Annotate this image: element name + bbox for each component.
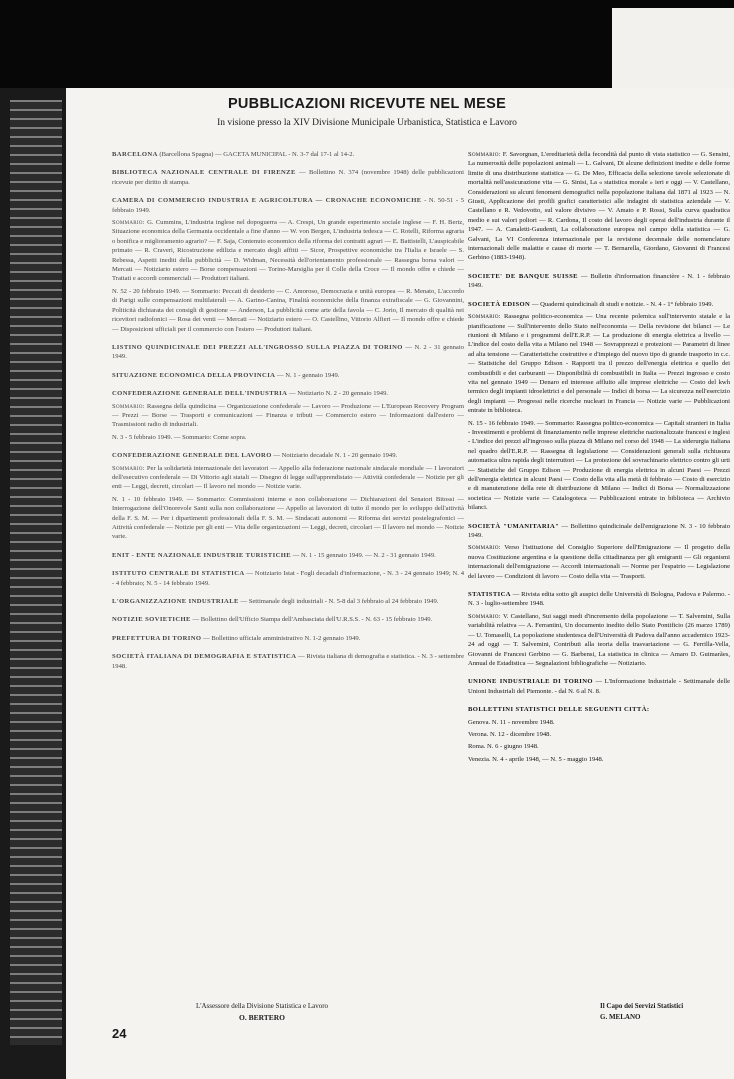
footer-right-title: Il Capo dei Servizi Statistici <box>600 1002 684 1010</box>
summary-text: Verso l'istituzione del Consiglio Superiore dell'Emigrazione — Il progetto della nuova Costituzione argentina e la questione della cittadinanza per gli emigranti — Gli organismi internazionali dell'emigrazione — Accordi internazionali — Norme per l'espatrio — Legislazione del lavoro — Condizioni di lavoro — Costo della vita — Trasporti. <box>468 544 730 580</box>
city-bulletin-line: Venezia. N. 4 - aprile 1948, — N. 5 - maggio 1948. <box>468 755 604 763</box>
scan-paper-corner <box>612 8 734 92</box>
publication-heading <box>112 371 464 380</box>
publication-heading <box>112 597 464 606</box>
publication-summary <box>112 402 464 430</box>
summary-text: F. Savorgnan, L'ereditarietà della fecondità dal punto di vista statistico — G. Sensini, La numerosità delle popolazioni animali — L. Galvani, Di alcune definizioni inedite e delle forme limite di una distribuzione statistica — G. De Meo, Efficacia della selezione tavole selezionate di mortalità nell'assicurazione vita — G. Sinisi, La « statistica morale » ieri e oggi — V. Castellano, Considerazioni su alcuni fenomeni demografici nella popolazione italiana dal 1871 al 1923 — N. Giusti, Applicazione dei profili grafici caratteristici alle indagini di statistica aziendale — V. Castellano e R. Vedovotto, sul valore divisivo — V. Amato e P. Rossi, Sulla curva quadratica medio e sui valori poliori — R. Cardona, Il costo del lavoro degli operai dell'industria durante il 1947. — A. Canaletti-Gaudenti, La collaborazione europea nel campo della statistica — G. Galvani, La VI Conferenza internazionale per la revisione decennale delle nomenclature internazionali delle malattie e cause di morte — T. Bernarella, Giordano, Giovanni di Francesi Gerbino (1883-1948). <box>468 151 730 262</box>
publication-heading <box>112 569 464 588</box>
publication-name: ISTITUTO CENTRALE DI STATISTICA <box>112 570 245 578</box>
page-title: PUBBLICAZIONI RICEVUTE NEL MESE <box>227 96 507 112</box>
publication-name: SOCIETÀ EDISON <box>468 300 531 308</box>
city-bulletin-line: Roma. N. 6 - giugno 1948. <box>468 743 539 751</box>
publication-heading <box>468 705 730 714</box>
city-bulletin-line: Verona. N. 12 - dicembre 1948. <box>468 730 552 738</box>
publication-name: ENIT - ENTE NAZIONALE INDUSTRIE TURISTICHE <box>112 551 292 559</box>
publication-entry <box>112 615 464 624</box>
summary-text: V. Castellano, Sui saggi medi d'incremento della popolazione — T. Salvemini, Sulla variabilità relativa — A. Ferrantini, Un documento inedito dello Stato Pontificio (26 marzo 1789) — U. Tomaselli, La popolazione studentesca dell'Università di Padova dall'anno accademico 1923-24 ad oggi — T. Salvemini, Contributi alla teoria della trasvariazione — G. Ferrilla-Vella, Giovanni de Francesi Gerbino — G. Barbensi, La statistica in clinica — Amaro D. Guimarães, Annual de Estadistica — Segnalazioni bibliografiche — Notiziario. <box>468 612 731 667</box>
publication-details: — L'Informazione Industriale - Settimanale delle Unioni Industriali del Piemonte. - dal N. 6 al N. 8. <box>468 678 730 695</box>
summary-label: Sommario: <box>468 612 501 620</box>
publication-heading <box>112 551 464 560</box>
publication-details: — Quaderni quindicinali di studi e notizie. - N. 4 - 1° febbraio 1949. <box>531 300 714 308</box>
publication-details: - N. 50-51 - 5 febbraio 1949. <box>112 197 464 214</box>
publication-name: UNIONE INDUSTRIALE DI TORINO <box>468 678 593 686</box>
summary-text: Rassegna della quindicina — Organizzazione confederale — Lavoro — Produzione — L'European Recovery Program — Prezzi — Borse — Trasporti e comunicazioni — Finanza e tributi — Commercio estero — Informazioni dall'estero — Trasmissioni radio di industriali. <box>112 402 464 429</box>
publication-name: SOCIETÀ ITALIANA DI DEMOGRAFIA E STATISTICA <box>112 653 297 661</box>
publication-details: — Bulletin d'information financière - N. 1 - febbraio 1949. <box>468 272 730 290</box>
publication-details: — N. 1 - gennaio 1949. <box>277 371 340 379</box>
publication-heading <box>468 272 730 291</box>
publication-summary <box>468 543 730 581</box>
publication-name: LISTINO QUINDICINALE DEI PREZZI ALL'INGROSSO SULLA PIAZZA DI TORINO <box>112 343 403 351</box>
publication-name: SOCIETE' DE BANQUE SUISSE <box>468 272 578 280</box>
publication-heading <box>112 168 464 187</box>
publication-entry <box>468 300 730 513</box>
publication-details: — Bollettino ufficiale amministrativo N. 1-2 gennaio 1949. <box>203 634 361 642</box>
publication-summary <box>468 419 730 513</box>
publication-details: — Bollettino quindicinale dell'emigrazione N. 3 - 10 febbraio 1949. <box>468 522 730 540</box>
publication-heading <box>468 522 730 541</box>
footer-right-name: G. MELANO <box>600 1013 641 1021</box>
publication-entry <box>112 569 464 588</box>
publication-name: NOTIZIE SOVIETICHE <box>112 616 191 624</box>
publication-heading <box>112 150 464 159</box>
summary-label: Sommario: <box>112 464 145 472</box>
publication-entry <box>112 634 464 643</box>
footer-signature-right <box>600 1002 734 1021</box>
publication-name: SOCIETÀ "UMANITARIA" <box>468 522 560 530</box>
summary-text: N. 3 - 5 febbraio 1949. — Sommario: Come sopra. <box>112 433 247 441</box>
footer-left-name: O. BERTERO <box>239 1013 285 1022</box>
publication-heading <box>468 300 730 309</box>
city-bulletin-line: Genova. N. 11 - novembre 1948. <box>468 718 555 726</box>
publication-summary <box>468 612 730 668</box>
footer-signature-left <box>112 1002 412 1022</box>
summary-text: N. 15 - 16 febbraio 1949. — Sommario: Rassegna politico-economica — Capitali stranieri in Italia - Investimenti e problemi di finanziamento nelle imprese elettriche nazionalizzate francesi e inglesi - L'indice dei prezzi all'ingrosso sulla piazza di Milano nel corso del 1948 — La siderurgia italiana nel quadro dell'E.R.P. — Rassegna di legislazione — Considerazioni generali sulla richiusura automatica ultra rapida degli interruttori — La protezione del sovrachinario elettrico contro gli urti — Statistiche del Gruppo Edison — Produzione di energia elettrica in alcuni Paesi — Prezzi dell'energia elettrica in alcuni Paesi — Costo della vita alla metà di febbraio — Costo di esercizio e di manutenzione della rete di distribuzione di Milano — Indici di Borsa — Normalizzazione societica — Notizie varie — Catalogotecа — Pubblicazioni entrate in biblioteca — Archivio bilanci. <box>468 419 730 512</box>
publication-name: BOLLETTINI STATISTICI DELLE SEGUENTI CITTÀ: <box>468 706 650 714</box>
publication-details: — Notiziario decadale N. 1 - 20 gennaio 1949. <box>273 452 398 460</box>
publication-entry <box>112 371 464 380</box>
summary-label: Sommario: <box>468 544 501 552</box>
summary-text: N. 1 - 10 febbraio 1949. — Sommario: Commissioni interne e non collaborazione — Dichiarazioni del Senatori Bitossi — Interrogazione dell'Onorevole Santi sulla non collaborazione — Appello ai lavoratori di tutto il mondo per lo sviluppo dell'attività della F. S. M. — Per i dipartimenti professionali della F. S. M. — Sindacati autonomi — Riforma dei servizi postelegrafonici — Attività confederale — Notizie per gli enti — Vita delle organizzazioni — Leggi, decreti, circolari — Il lavoro nel mondo — Notizie varie. <box>112 495 464 541</box>
summary-label: Sommario: <box>112 219 145 227</box>
publication-name: SITUAZIONE ECONOMICA DELLA PROVINCIA <box>112 371 276 379</box>
publication-details: — N. 1 - 15 gennaio 1949. — N. 2 - 31 gennaio 1949. <box>292 551 436 559</box>
publication-entry <box>468 522 730 581</box>
publication-entry <box>468 150 730 263</box>
left-column <box>112 150 464 680</box>
publication-entry <box>468 705 730 764</box>
publication-heading <box>112 652 464 671</box>
publication-entry <box>112 343 464 362</box>
page-number: 24 <box>112 1026 127 1041</box>
publication-summary <box>468 312 730 415</box>
publication-details: — N. 2 - 31 gennaio 1949. <box>112 343 464 361</box>
publication-entry <box>112 389 464 442</box>
summary-text: G. Cummins, L'industria inglese nel dopoguerra — A. Crespi, Un grande esperimento sociale inglese — F. H. Bertz, Situazione economica della Germania occidentale a fine d'anno — W. von Bergen, L'industria tedesca — C. Rotelli, Riforma agraria o bonifica e miglioramento agrario? — F. Saja, Contenuto economico della riforma dei contratti agrari — E. Battistelli, L'auspicabile primato — R. Craveri, Ricostruzione edilizia e mercato degli affitti — Sicor, Prospettive economiche tra l'Italia e Israele — S. Rebessa, Aspetti inediti della pubblicità — D. Widman, Necessità dell'orientamento professionale — Rassegna borsa valori — Mercati — Notiziario estero — Borse compensazioni — Torino-Marsiglia per il Colle della Croce — Il mondo offre e chiede — Trattati e accordi commerciali — Produttori italiani. <box>112 219 464 283</box>
summary-label: Sommario: <box>468 313 501 321</box>
publication-heading <box>112 634 464 643</box>
publication-details: — Settimanale degli industriali - N. 5-8 dal 3 febbraio al 24 febbraio 1949. <box>240 598 439 606</box>
publication-entry <box>468 677 730 696</box>
publication-name: BARCELONA <box>112 151 158 158</box>
publication-details: — Bollettino dell'Ufficio Stampa dell'Ambasciata dell'U.R.S.S. - N. 63 - 15 febbraio 1949. <box>192 616 433 624</box>
publication-summary <box>112 287 464 334</box>
publication-entry <box>112 451 464 542</box>
publication-summary <box>112 218 464 284</box>
publication-entry <box>112 597 464 606</box>
summary-label: Sommario: <box>112 402 145 410</box>
publication-name: BIBLIOTECA NAZIONALE CENTRALE DI FIRENZE <box>112 169 296 177</box>
publication-details: — Bollettino N. 374 (novembre 1948) delle pubblicazioni ricevute per diritto di stampa. <box>112 169 465 186</box>
publication-name: L'ORGANIZZAZIONE INDUSTRIALE <box>112 598 239 606</box>
facing-page-edge <box>10 100 62 1045</box>
summary-label: Sommario: <box>468 151 501 158</box>
publication-details: — Notiziario N. 2 - 20 gennaio 1949. <box>288 390 389 398</box>
publication-heading <box>468 677 730 696</box>
publication-name: CONFEDERAZIONE GENERALE DELL'INDUSTRIA <box>112 390 288 398</box>
publication-summary <box>468 150 730 263</box>
summary-text: Per la solidarietà internazionale dei lavoratori — Appello alla federazione nazionale sindacale mondiale — I lavoratori dell'esecutivo confederale — Di Vittorio agli statali — Disegno di legge sull'apprendistato — Attività confederale — Notizie per gli enti — Leggi, decreti, circolari — Il lavoro nel mondo — Notizie varie. <box>112 464 464 491</box>
publication-name: CAMERA DI COMMERCIO INDUSTRIA E AGRICOLTURA — CRONACHE ECONOMICHE <box>112 197 422 205</box>
publication-heading <box>112 196 464 215</box>
publication-entry <box>468 272 730 291</box>
publication-summary <box>112 464 464 492</box>
publication-summary <box>112 433 464 442</box>
publication-name: PREFETTURA DI TORINO <box>112 634 202 642</box>
summary-text: Rassegna politico-economica — Una recente polemica sull'intervento statale e la pianificazione — Sull'intervento dello Stato nell'economia — Della revisione dei bilanci — Le riunioni di Milano e i programmi dell'E.R.P. — La produzione di energia elettrica a livello — L'indice del costo della vita a Milano nel 1948 — Sovrapprezzi e protezioni — Parametri di linee ad alta tensione — Caratteristiche costruttive e d'impiego del nuovo tipo di grande trasporto in c.c. — Statistiche del Gruppo Edison - Rapporti tra il prezzo dell'energia elettrica e quello dei combustibili e dei carburanti — Disponibilità di combustibili in Italia — Prezzi ingrosso e costo vita nel gennaio 1949 — Denaro ed interesse affluito alle imprese elettriche — Costo del kwh termico degli impianti idroelettrici e del personale — Indici di borsa — La sicurezza nell'esercizio degli impianti — Progressi nelle ricerche nucleari in Francia — Notizie varie — Pubblicazioni entrate in biblioteca. <box>468 313 731 415</box>
publication-name: CONFEDERAZIONE GENERALE DEL LAVORO <box>112 452 272 460</box>
publication-details: — Rivista italiana di demografia e statistica. - N. 3 - settembre 1948. <box>112 653 464 670</box>
publication-details: (Barcellona Spagna) — GACETA MUNICIPAL - N. 3-7 dal 17-1 al 14-2. <box>159 151 355 158</box>
publication-entry <box>112 652 464 671</box>
publication-heading <box>112 615 464 624</box>
publication-entry <box>468 590 730 668</box>
publication-entry <box>112 168 464 187</box>
publication-entry <box>112 551 464 560</box>
publication-entry <box>112 150 464 159</box>
publication-heading <box>468 590 730 609</box>
right-column <box>468 150 730 773</box>
footer-left-title: L'Assessore della Divisione Statistica e Lavoro <box>195 1002 329 1010</box>
publication-details: — Notiziario Istat - Fogli decadali d'informazione, - N. 3 - 24 gennaio 1949; N. 4 - 4 febbraio; N. 5 - 14 febbraio 1949. <box>112 570 464 587</box>
summary-text: N. 52 - 20 febbraio 1949. — Sommario: Peccati di desiderio — C. Amoroso, Democrazia e unità europea — R. Menato, L'accordo di Parigi sulle compensazioni multilaterali — A. Garino-Canina, Finalità economiche della finanza extrafiscale — G. Giovannini, Politicità dichiarata dei consigli di gestione — Anderson, La pubblicità come arte della favola — C. Jorio, Il mercato di qualità nei ricevitori radiofonici — Rosa dei venti — Mercati — Notiziario estero — O. Castellino, Vittorio Alfieri — Il mondo offre e chiede — Disposizioni ufficiali per il commercio con l'estero — Produttori italiani. <box>112 287 464 333</box>
publication-name: STATISTICA <box>468 591 511 599</box>
publication-heading <box>112 389 464 398</box>
publication-summary <box>112 495 464 542</box>
publication-heading <box>112 343 464 362</box>
page-subtitle: In visione presso la XIV Divisione Municipale Urbanistica, Statistica e Lavoro <box>217 118 517 128</box>
publication-heading <box>112 451 464 460</box>
publication-details: — Rivista edita sotto gli auspici delle Università di Bologna, Padova e Palermo. - N. 3 - luglio-settembre 1948. <box>468 591 730 608</box>
publication-entry <box>112 196 464 334</box>
